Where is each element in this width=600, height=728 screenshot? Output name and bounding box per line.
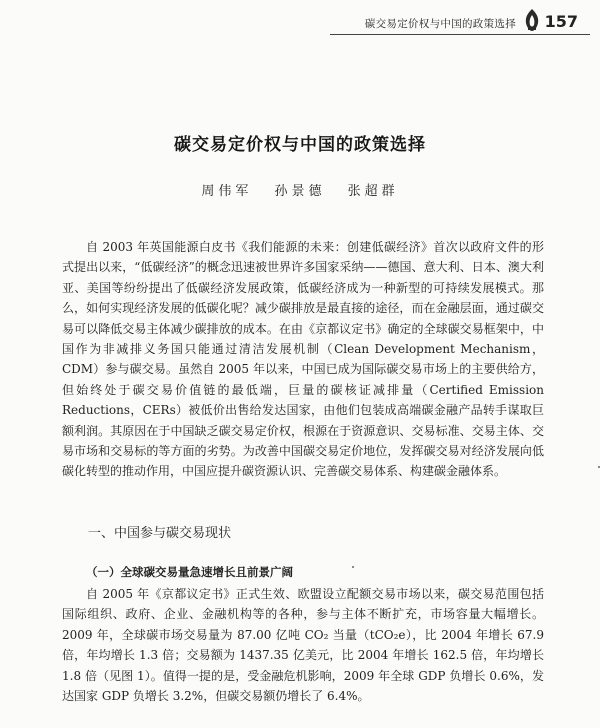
page-number: 157: [544, 12, 578, 31]
author-name: 张超群: [347, 184, 399, 199]
scan-speck: [352, 566, 354, 568]
abstract-paragraph: 自 2003 年英国能源白皮书《我们能源的未来：创建低碳经济》首次以政府文件的形式提出以来，“低碳经济”的概念迅速被世界许多国家采纳——德国、意大利、日本、澳大利亚、美国等纷纷提出了低碳经济发展政策，低碳经济成为一种新型的可持续发展模式。那么，如何实现经济发展的低碳化呢？减少碳排放是最直接的途径，而在金融层面，通过碳交易可以降低交易主体减少碳排放的成本。在由《京都议定书》确定的全球碳交易框架中，中国作为非减排义务国只能通过清洁发展机制（Clean Development Mechanism，CDM）参与碳交易。虽然自 2005 年以来，中国已成为国际碳交易市场上的主要供给方，但始终处于碳交易价值链的最低端，巨量的碳核证减排量（Certified Emission Reductions，CERs）被低价出售给发达国家，由他们包装成高端碳金融产品转手谋取巨额利润。其原因在于中国缺乏碳交易定价权，根源在于资源意识、交易标准、交易主体、交易市场和交易标的等方面的劣势。为改善中国碳交易定价地位，发挥碳交易对经济发展向低碳化转型的推动作用，中国应提升碳资源认识、完善碳交易体系、构建碳金融体系。: [62, 240, 544, 479]
author-name: 周伟军: [201, 184, 253, 199]
section-heading: 一、中国参与碳交易现状: [88, 526, 232, 541]
author-list: [0, 180, 600, 199]
author-name: 孙景德: [274, 184, 326, 199]
header-divider: [330, 34, 590, 35]
running-title: 碳交易定价权与中国的政策选择: [364, 18, 516, 30]
subsection-heading: （一）全球碳交易量急速增长且前景广阔: [86, 565, 293, 579]
body-paragraph: 自 2005 年《京都议定书》正式生效、欧盟设立配额交易市场以来，碳交易范围包括国际组织、政府、企业、金融机构等的各种，参与主体不断扩充，市场容量大幅增长。2009 年，全球碳市场交易量为 87.00 亿吨 CO₂ 当量（tCO₂e），比 2004 年增长 67.9 倍，年均增长 1.3 倍；交易额为 1437.35 亿美元，比 2004 年增长 162.5 倍，年均增长 1.8 倍（见图 1）。值得一提的是，受金融危机影响，2009 年全球 GDP 负增长 0.6%，发达国家 GDP 负增长 3.2%，但碳交易额仍增长了 6.4%。: [62, 587, 544, 704]
publisher-logo-icon: [522, 8, 542, 32]
article-title: 碳交易定价权与中国的政策选择: [174, 135, 426, 155]
